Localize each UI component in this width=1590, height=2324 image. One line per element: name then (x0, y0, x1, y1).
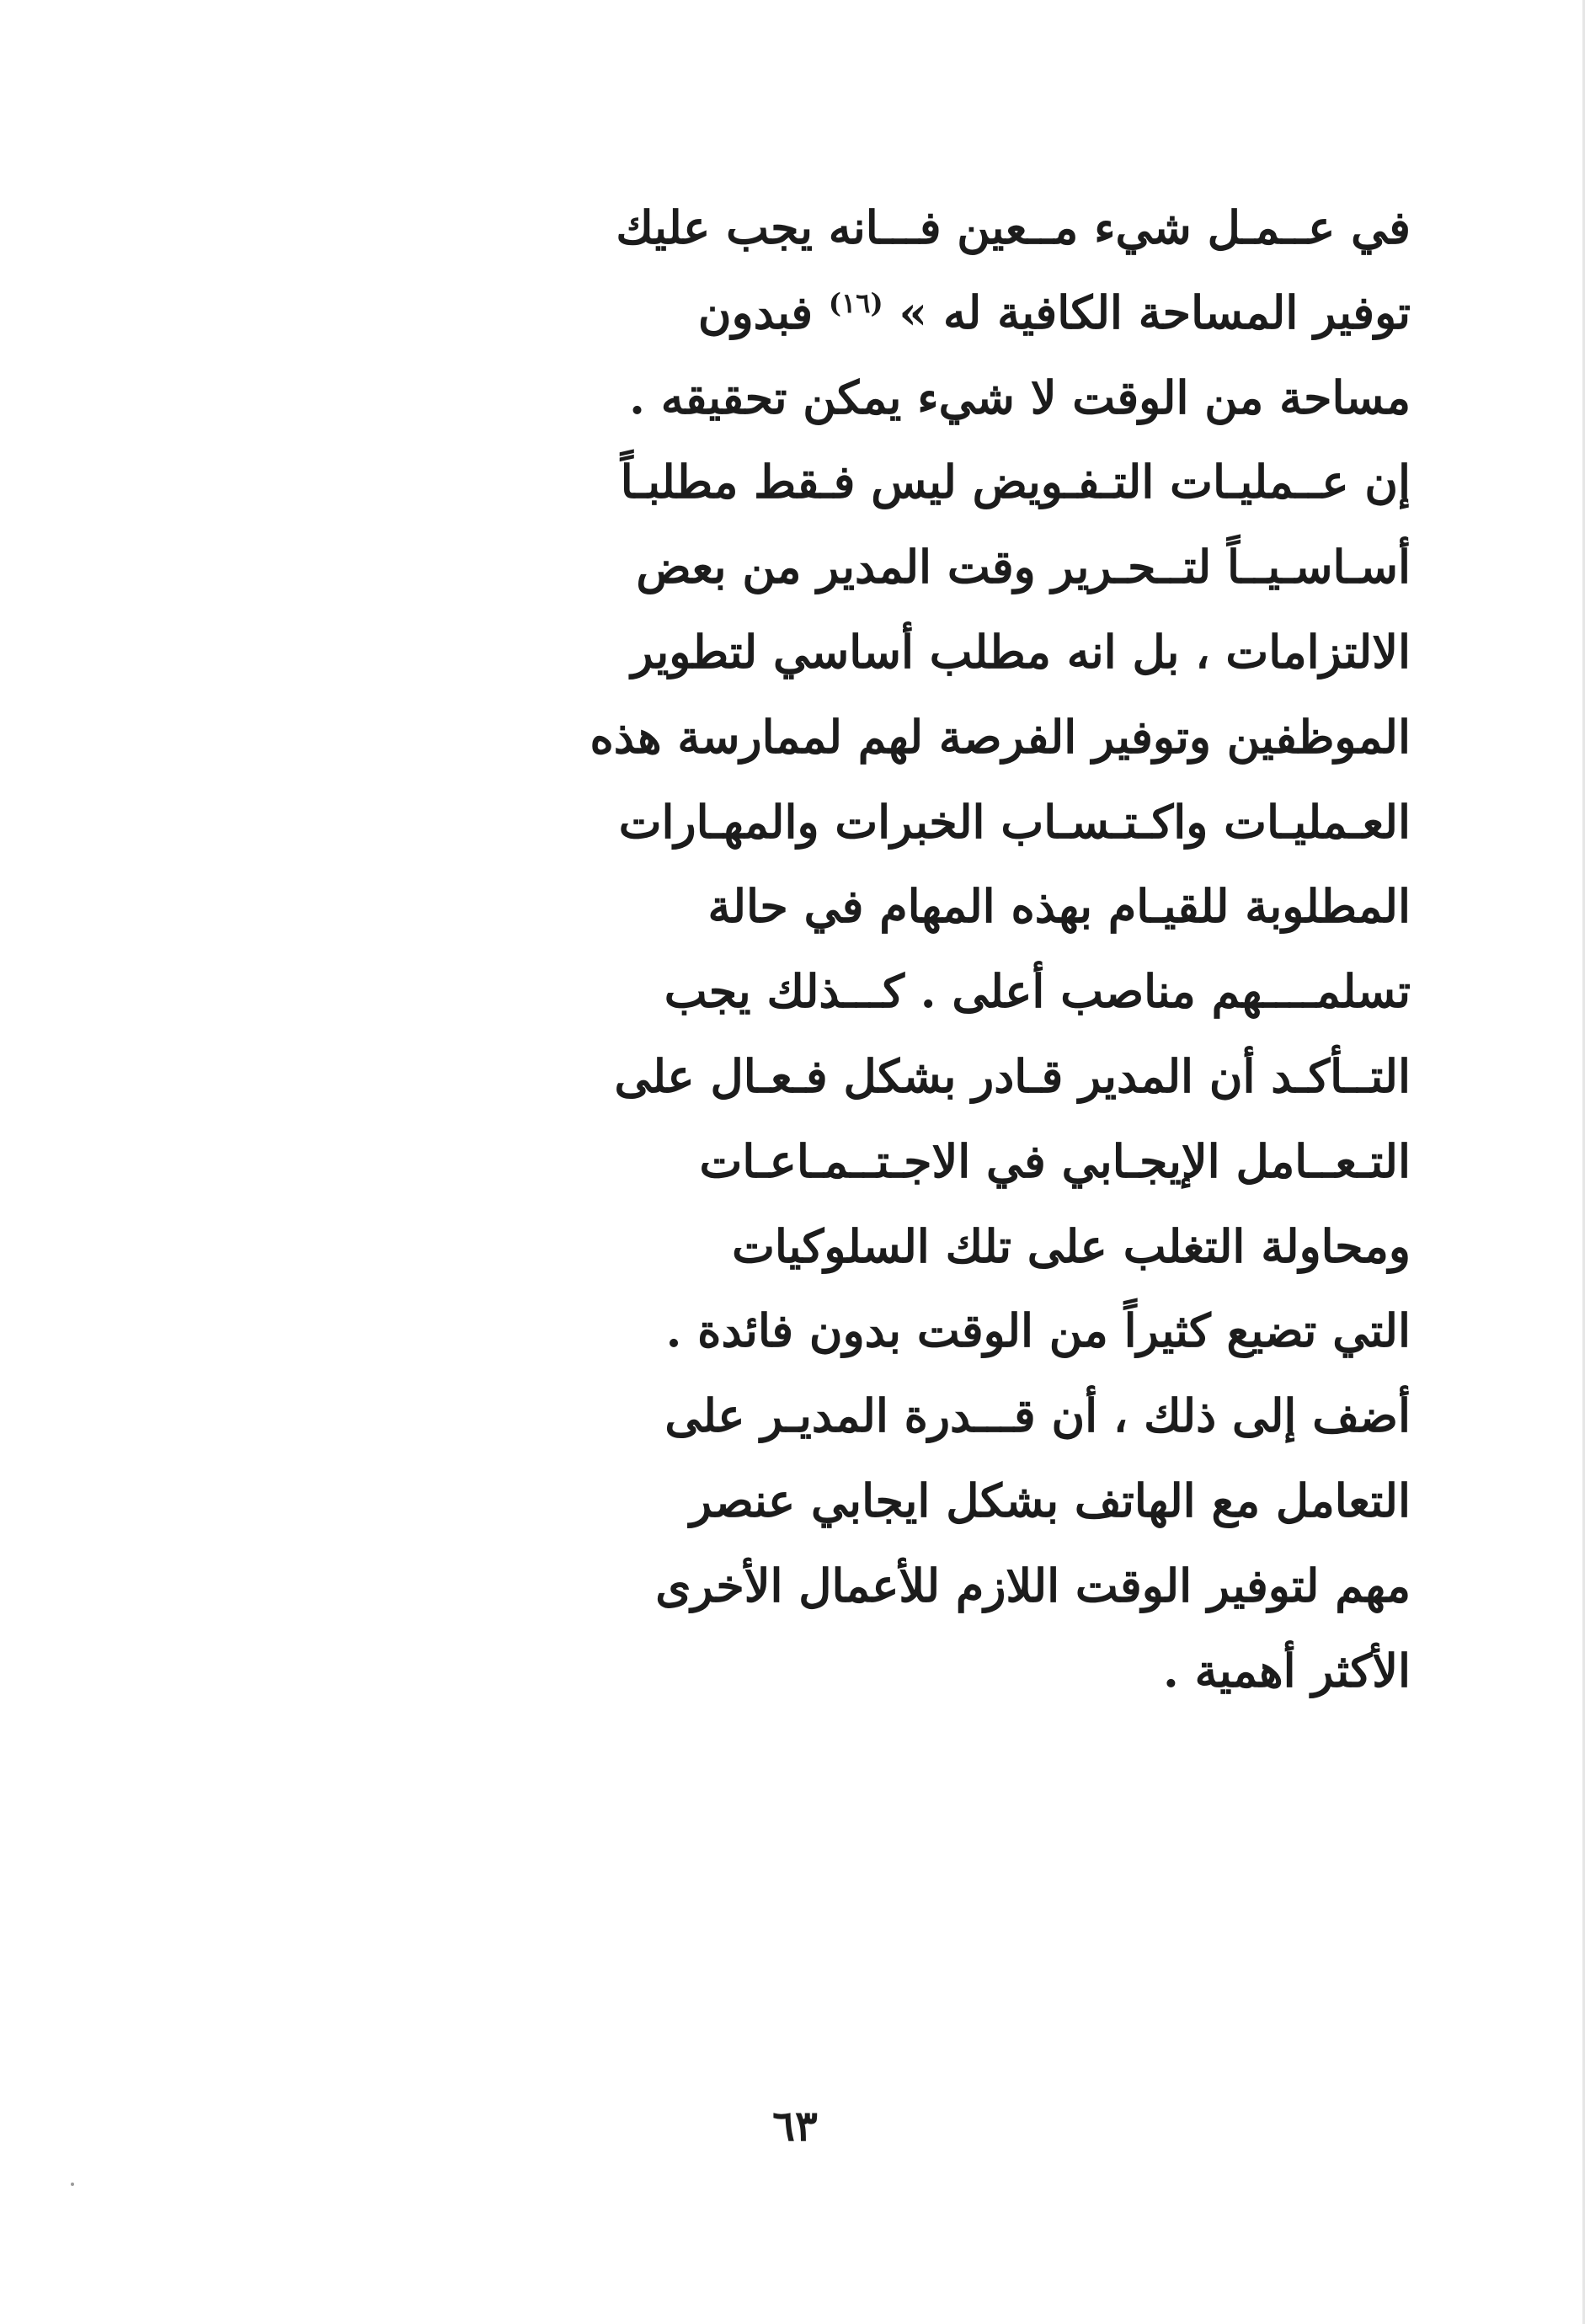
text-line: الالتزامات ، بل انه مطلب أساسي لتطوير (631, 624, 1411, 679)
scan-speck (71, 2183, 74, 2186)
line-segment: توفير المساحة الكافية له » (899, 285, 1411, 339)
body-text (590, 185, 1411, 1713)
text-line-last: الأكثر أهمية . (1163, 1643, 1411, 1698)
page-edge-shadow (1582, 0, 1585, 2324)
text-line: في عــمـل شيء مــعين فـــانه يجب عليك (616, 200, 1411, 254)
text-line: ومحاولة التغلب على تلك السلوكيات (732, 1218, 1411, 1273)
text-line: التـعــامل الإيجـابي في الاجـتــمـاعـات (699, 1133, 1411, 1188)
footnote-reference: (١٦) (828, 286, 883, 319)
text-line: التعامل مع الهاتف بشكل ايجابي عنصر (690, 1473, 1411, 1527)
text-line: أضف إلى ذلك ، أن قـــدرة المديـر على (664, 1389, 1411, 1443)
text-line: مهم لتوفير الوقت اللازم للأعمال الأخرى (655, 1558, 1411, 1612)
text-line: إن عــمليـات التـفـويض ليس فـقط مطلبـاً (620, 455, 1411, 509)
text-line: العـمليـات واكـتـسـاب الخبرات والمهـارات (618, 794, 1411, 849)
text-line: مساحة من الوقت لا شيء يمكن تحقيقه . (629, 370, 1411, 424)
page-number: ٦٣ (772, 2101, 818, 2151)
text-line: الموظفين وتوفير الفرصة لهم لممارسة هذه (590, 709, 1411, 764)
text-line: التي تضيع كثيراً من الوقت بدون فائدة . (665, 1303, 1411, 1358)
text-line: أسـاسـيــاً لتــحـرير وقت المدير من بعض (636, 540, 1411, 594)
line-segment: فبدون (697, 285, 814, 339)
text-line: المطلوبة للقيـام بهذه المهام في حالة (707, 879, 1411, 934)
text-line: التــأكـد أن المدير قـادر بشكل فـعـال على (614, 1048, 1411, 1103)
text-line: تسلمــــهم مناصب أعلى . كـــذلك يجب (664, 964, 1411, 1019)
text-line-with-footnote (697, 270, 1411, 355)
